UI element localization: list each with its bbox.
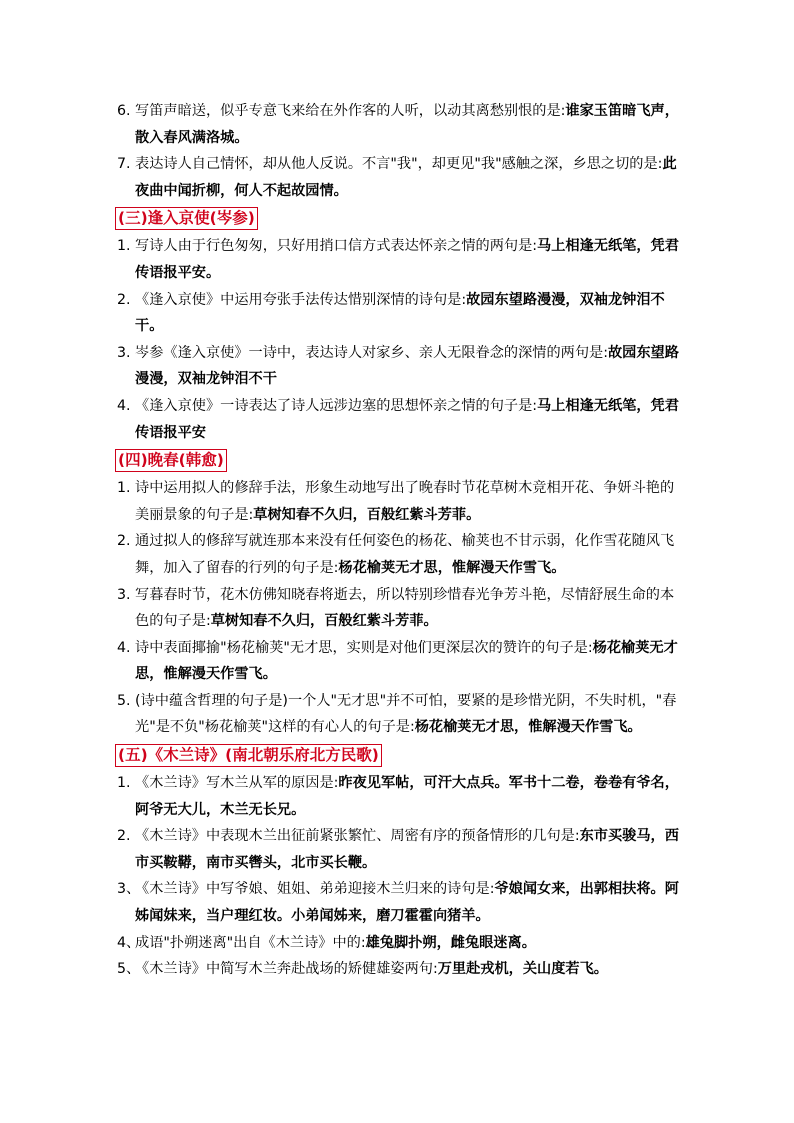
item-answer: 马上相逢无纸笔，凭君传语报平安。 — [135, 238, 679, 281]
list-item — [117, 475, 679, 528]
section-prev — [117, 98, 679, 204]
list-item — [117, 635, 679, 688]
item-answer: 草树知春不久归，百般红紫斗芳菲。 — [253, 506, 481, 523]
item-answer: 万里赴戎机，关山度若飞。 — [437, 961, 608, 978]
list-item — [117, 876, 679, 929]
item-number: 5. — [117, 692, 131, 709]
item-number: 2. — [117, 533, 131, 550]
list-item — [117, 770, 679, 823]
item-number: 1. — [117, 480, 131, 497]
item-number: 6. — [117, 103, 131, 119]
item-number: 3. — [117, 586, 131, 603]
item-number: 2. — [117, 828, 131, 845]
list-item — [117, 956, 679, 983]
item-number: 7. — [117, 156, 131, 173]
item-question: 写诗人由于行色匆匆，只好用捎口信方式表达怀亲之情的两句是: — [135, 238, 538, 255]
section-heading: (四)晚春(韩愈) — [115, 449, 227, 472]
item-question: 《逢入京使》中运用夸张手法传达惜别深情的诗句是: — [135, 291, 467, 308]
item-question: 《木兰诗》中写爷娘、姐姐、弟弟迎接木兰归来的诗句是: — [135, 881, 495, 898]
item-question: 写暮春时节，花木仿佛知晓春将逝去，所以特别珍惜春光争芳斗艳，尽情舒展生命的本色的句子是: — [135, 586, 675, 630]
item-number: 1. — [117, 775, 131, 792]
section-3 — [117, 204, 679, 446]
list-item — [117, 287, 679, 340]
item-question: 通过拟人的修辞写就连那本来没有任何姿色的杨花、榆荚也不甘示弱，化作雪花随风飞舞，加入了留春的行列的句子是: — [135, 533, 675, 576]
item-answer: 昨夜见军帖，可汗大点兵。军书十二卷，卷卷有爷名，阿爷无大儿，木兰无长兄。 — [135, 775, 679, 818]
list-item — [117, 688, 679, 741]
item-question: 《木兰诗》写木兰从军的原因是: — [135, 775, 339, 792]
item-number: 5、 — [117, 961, 141, 978]
document-content — [117, 98, 679, 983]
section-heading: (五)《木兰诗》(南北朝乐府北方民歌) — [115, 744, 382, 767]
item-number: 1. — [117, 238, 131, 255]
item-answer: 此夜曲中闻折柳，何人不起故园情。 — [135, 156, 677, 199]
section-5 — [117, 741, 679, 983]
item-answer: 爷娘闻女来，出郭相扶将。阿姊闻妹来，当户理红妆。小弟闻姊来，磨刀霍霍向猪羊。 — [135, 881, 679, 925]
section-4 — [117, 446, 679, 741]
item-question: 岑参《逢入京使》一诗中，表达诗人对家乡、亲人无限眷念的深情的两句是: — [135, 344, 608, 361]
list-item — [117, 823, 679, 876]
item-number: 3. — [117, 344, 131, 361]
item-number: 2. — [117, 291, 131, 308]
list-item — [117, 528, 679, 581]
item-question: 诗中运用拟人的修辞手法，形象生动地写出了晚春时节花草树木竞相开花、争妍斗艳的美丽景象的句子是: — [135, 480, 675, 523]
item-number: 3、 — [117, 881, 141, 898]
list-item — [117, 233, 679, 286]
list-item — [117, 930, 679, 957]
item-answer: 东市买骏马，西市买鞍鞯，南市买辔头，北市买长鞭。 — [135, 828, 679, 871]
item-number: 4. — [117, 639, 131, 656]
list-item — [117, 340, 679, 393]
item-answer: 杨花榆荚无才思，惟解漫天作雪飞。 — [135, 639, 678, 683]
item-question: 写笛声暗送，似乎专意飞来给在外作客的人听，以动其离愁别恨的是: — [135, 103, 566, 119]
item-answer: 马上相逢无纸笔，凭君传语报平安 — [135, 397, 679, 441]
item-number: 4、 — [117, 934, 141, 951]
item-question: 《木兰诗》中简写木兰奔赴战场的矫健雄姿两句: — [135, 961, 438, 978]
list-item — [117, 393, 679, 446]
item-question: 成语"扑朔迷离"出自《木兰诗》中的: — [135, 934, 366, 951]
item-number: 4. — [117, 397, 131, 414]
item-question: 《木兰诗》中表现木兰出征前紧张繁忙、周密有序的预备情形的几句是: — [135, 828, 580, 845]
item-answer: 故园东望路漫漫，双袖龙钟泪不干。 — [135, 291, 665, 335]
item-question: 表达诗人自己情怀，却从他人反说。不言"我"，却更见"我"感触之深，乡思之切的是: — [135, 156, 663, 173]
item-answer: 故园东望路漫漫，双袖龙钟泪不干 — [135, 344, 679, 388]
item-answer: 杨花榆荚无才思，惟解漫天作雪飞。 — [338, 559, 566, 576]
item-answer: 谁家玉笛暗飞声，散入春风满洛城。 — [135, 103, 679, 146]
list-item — [117, 98, 679, 151]
item-answer: 雄兔脚扑朔，雌兔眼迷离。 — [365, 934, 536, 951]
item-question: (诗中蕴含哲理的句子是)一个人"无才思"并不可怕，要紧的是珍惜光阴，不失时机，"春光"是不负"杨花榆荚"这样的有心人的句子是: — [135, 692, 677, 736]
list-item — [117, 151, 679, 204]
item-question: 诗中表面揶揄"杨花榆荚"无才思，实则是对他们更深层次的赞许的句子是: — [135, 639, 593, 656]
item-question: 《逢入京使》一诗表达了诗人远涉边塞的思想怀亲之情的句子是: — [135, 397, 538, 414]
list-item — [117, 582, 679, 635]
section-heading: (三)逢入京使(岑参) — [115, 207, 258, 230]
item-answer: 草树知春不久归，百般红紫斗芳菲。 — [210, 613, 438, 630]
item-answer: 杨花榆荚无才思，惟解漫天作雪飞。 — [414, 719, 642, 736]
